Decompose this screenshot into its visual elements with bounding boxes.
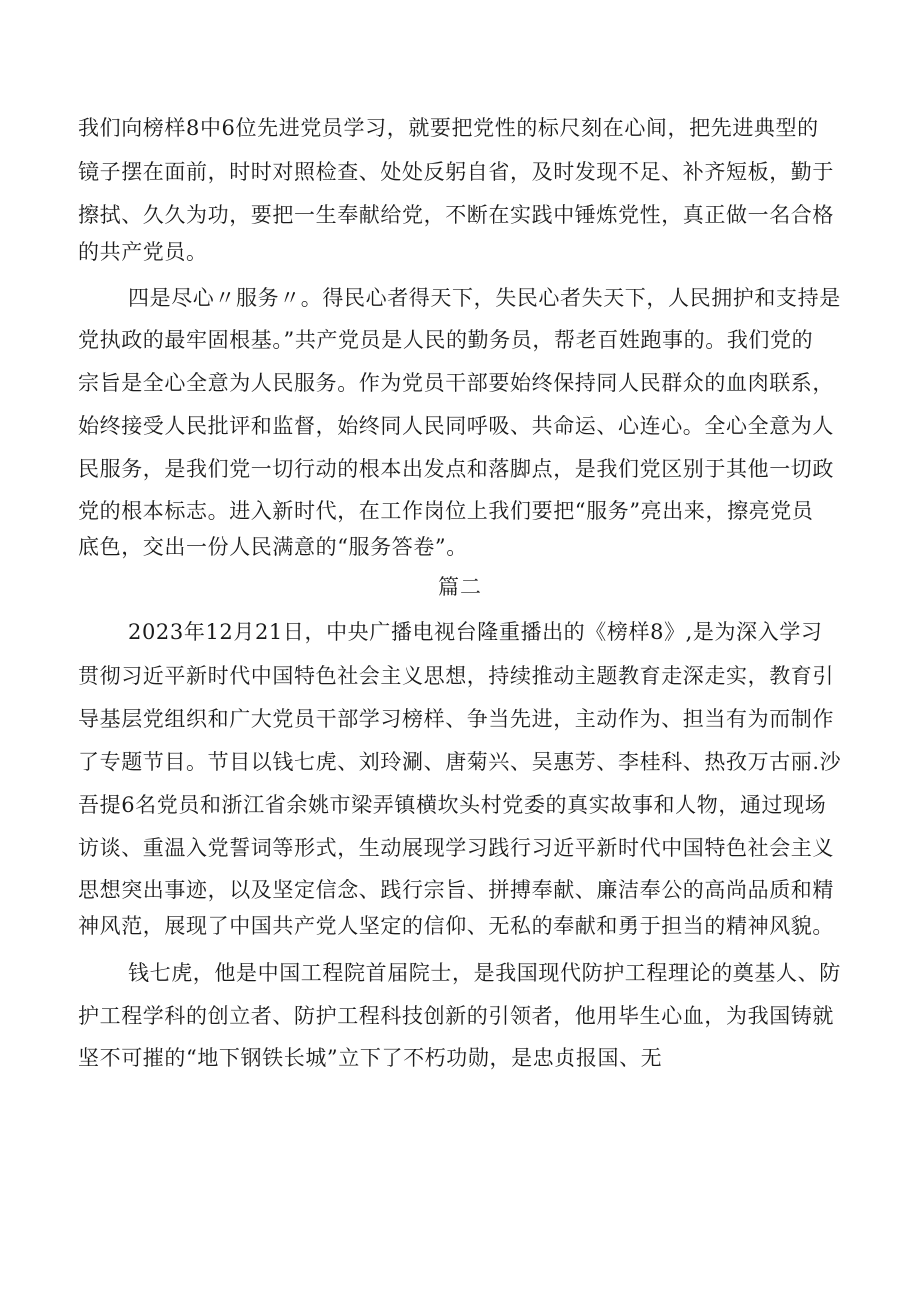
text-line: 了专题节目。节目以钱七虎、刘玲涮、唐菊兴、吴惠芳、李桂科、热孜万古丽.沙 <box>78 750 842 774</box>
text-line: 钱七虎，他是中国工程院首届院士，是我国现代防护工程理论的奠基人、防 <box>128 961 841 985</box>
text-line: 神风范，展现了中国共产党人坚定的信仰、无私的奉献和勇于担当的精神风貌。 <box>78 914 834 938</box>
text-line: 访谈、重温入党誓词等形式，生动展现学习践行习近平新时代中国特色社会主义 <box>78 836 834 860</box>
text-line: 始终接受人民批评和监督，始终同人民同呼吸、共命运、心连心。全心全意为人 <box>78 414 834 438</box>
text-line: 底色，交出一份人民满意的“服务答卷”。 <box>78 535 468 559</box>
text-line: 的共产党员。 <box>78 240 208 264</box>
text-line: 民服务，是我们党一切行动的根本出发点和落脚点，是我们党区别于其他一切政 <box>78 457 834 481</box>
text-line: 党执政的最牢固根基。”共产党员是人民的勤务员，帮老百姓跑事的。我们党的 <box>78 328 814 352</box>
text-line: 护工程学科的创立者、防护工程科技创新的引领者，他用毕生心血，为我国铸就 <box>78 1004 834 1028</box>
text-line: 坚不可摧的“地下钢铁长城”立下了不朽功勋，是忠贞报国、无 <box>78 1046 663 1070</box>
text-line: 2023年12月21日，中央广播电视台隆重播出的《榜样8》,是为深入学习 <box>128 620 823 644</box>
text-line: 贯彻习近平新时代中国特色社会主义思想，持续推动主题教育走深走实，教育引 <box>78 664 834 688</box>
text-line: 镜子摆在面前，时时对照检查、处处反躬自省，及时发现不足、补齐短板，勤于 <box>78 160 834 184</box>
text-line: 吾提6名党员和浙江省余姚市梁弄镇横坎头村党委的真实故事和人物，通过现场 <box>78 793 827 817</box>
section-heading: 篇二 <box>438 575 482 599</box>
text-line: 擦拭、久久为功，要把一生奉献给党，不断在实践中锤炼党性，真正做一名合格 <box>78 203 834 227</box>
text-line: 导基层党组织和广大党员干部学习榜样、争当先进，主动作为、担当有为而制作 <box>78 707 834 731</box>
text-line: 四是尽心〃服务〃。得民心者得天下，失民心者失天下，人民拥护和支持是 <box>128 286 841 310</box>
text-line: 我们向榜样8中6位先进党员学习，就要把党性的标尺刻在心间，把先进典型的 <box>78 116 819 140</box>
text-line: 党的根本标志。进入新时代，在工作岗位上我们要把“服务”亮出来，擦亮党员 <box>78 499 814 523</box>
text-line: 思想突出事迹，以及坚定信念、践行宗旨、拼搏奉献、廉洁奉公的高尚品质和精 <box>78 878 834 902</box>
text-line: 宗旨是全心全意为人民服务。作为党员干部要始终保持同人民群众的血肉联系， <box>78 371 834 395</box>
